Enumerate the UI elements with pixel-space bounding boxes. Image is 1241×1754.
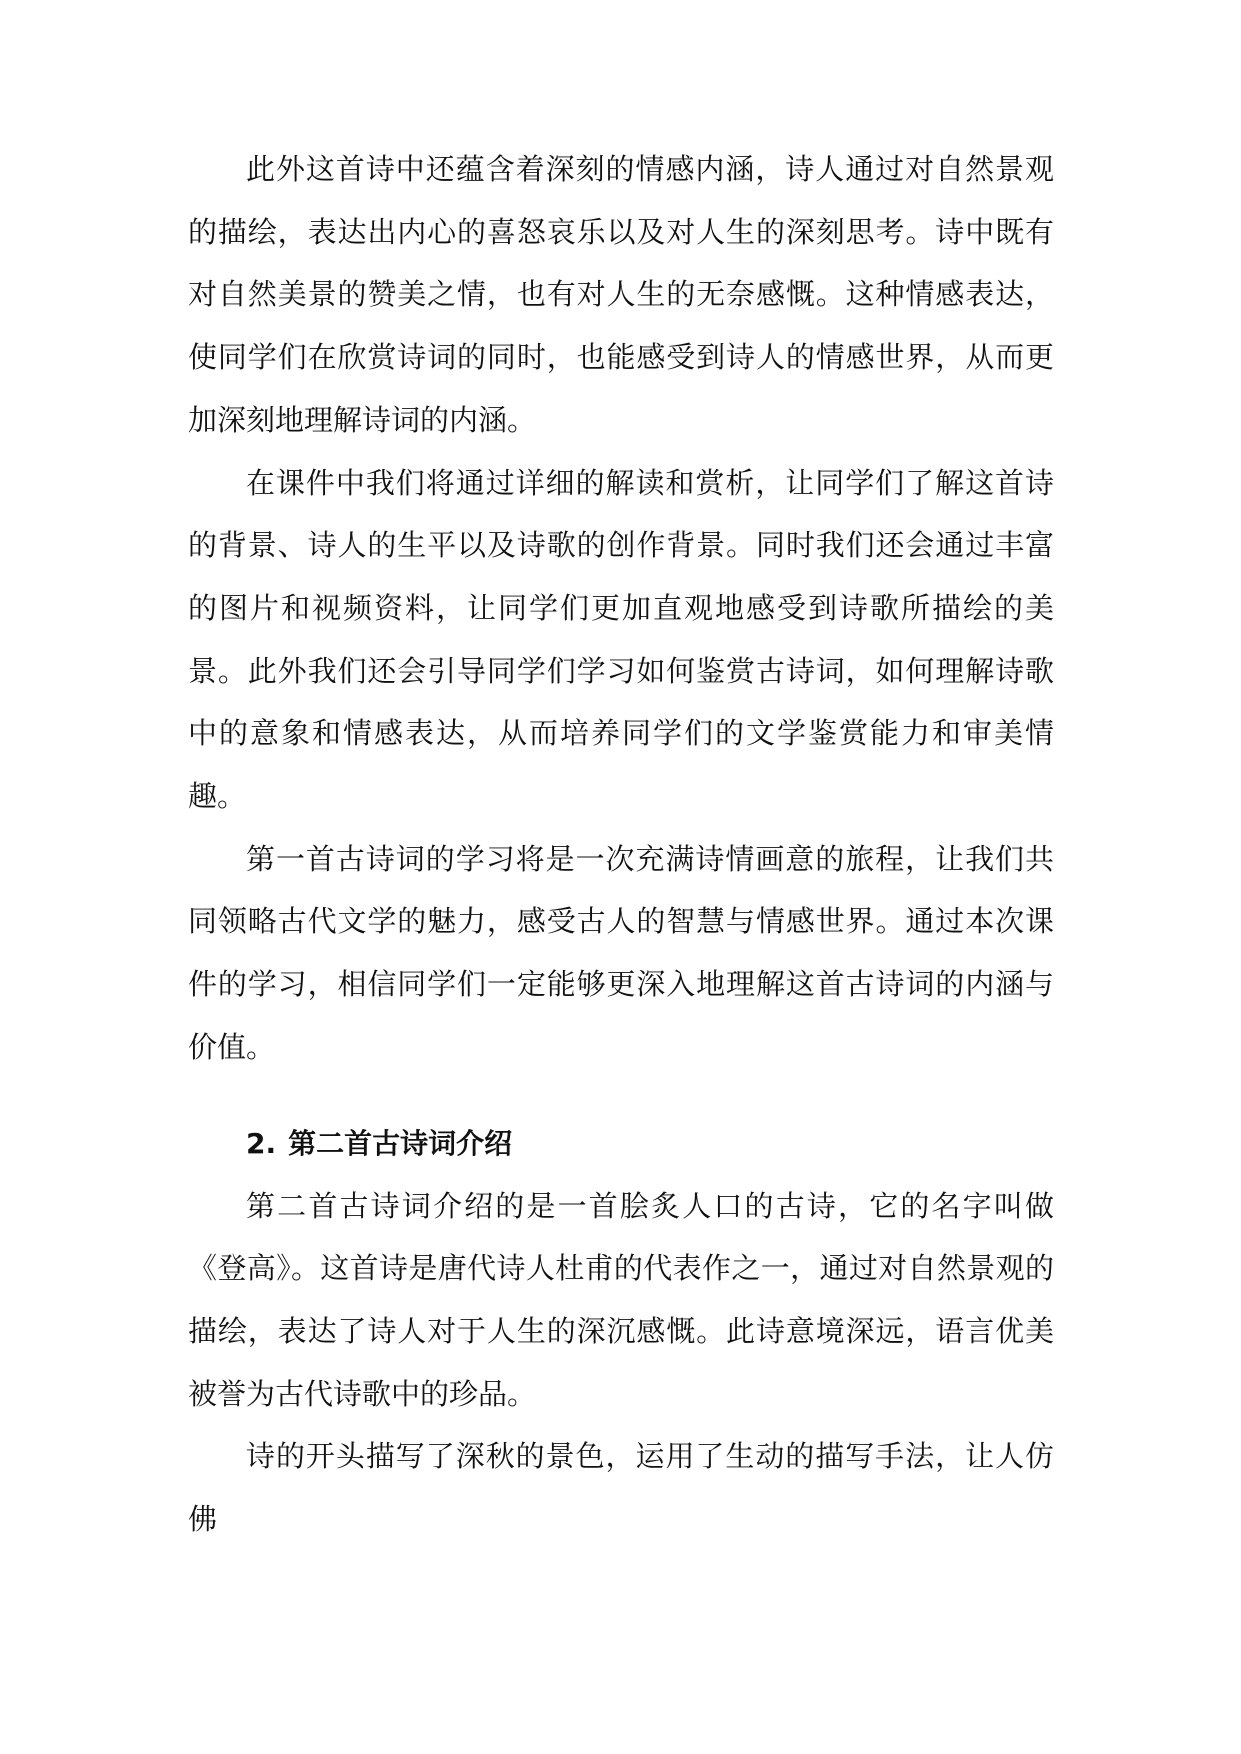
body-paragraph: 此外这首诗中还蕴含着深刻的情感内涵，诗人通过对自然景观的描绘，表达出内心的喜怒哀乐以及对人生的深刻思考。诗中既有对自然美景的赞美之情，也有对人生的无奈感慨。这种情感表达，使同学们在欣赏诗词的同时，也能感受到诗人的情感世界，从而更加深刻地理解诗词的内涵。: [188, 152, 1054, 437]
section-title: 第二首古诗词介绍: [288, 1126, 513, 1160]
document-page: [188, 138, 1054, 1551]
section-number: 2.: [246, 1126, 277, 1160]
body-paragraph: 诗的开头描写了深秋的景色，运用了生动的描写手法，让人仿佛: [188, 1439, 1054, 1537]
body-paragraph: 在课件中我们将通过详细的解读和赏析，让同学们了解这首诗的背景、诗人的生平以及诗歌的创作背景。同时我们还会通过丰富的图片和视频资料，让同学们更加直观地感受到诗歌所描绘的美景。此外我们还会引导同学们学习如何鉴赏古诗词，如何理解诗歌中的意象和情感表达，从而培养同学们的文学鉴赏能力和审美情趣。: [188, 465, 1054, 814]
body-paragraph: 第一首古诗词的学习将是一次充满诗情画意的旅程，让我们共同领略古代文学的魅力，感受古人的智慧与情感世界。通过本次课件的学习，相信同学们一定能够更深入地理解这首古诗词的内涵与价值。: [188, 841, 1054, 1064]
section-heading: [188, 1113, 1054, 1175]
body-paragraph: 第二首古诗词介绍的是一首脍炙人口的古诗，它的名字叫做《登高》。这首诗是唐代诗人杜甫的代表作之一，通过对自然景观的描绘，表达了诗人对于人生的深沉感慨。此诗意境深远，语言优美被誉为古代诗歌中的珍品。: [188, 1188, 1054, 1411]
